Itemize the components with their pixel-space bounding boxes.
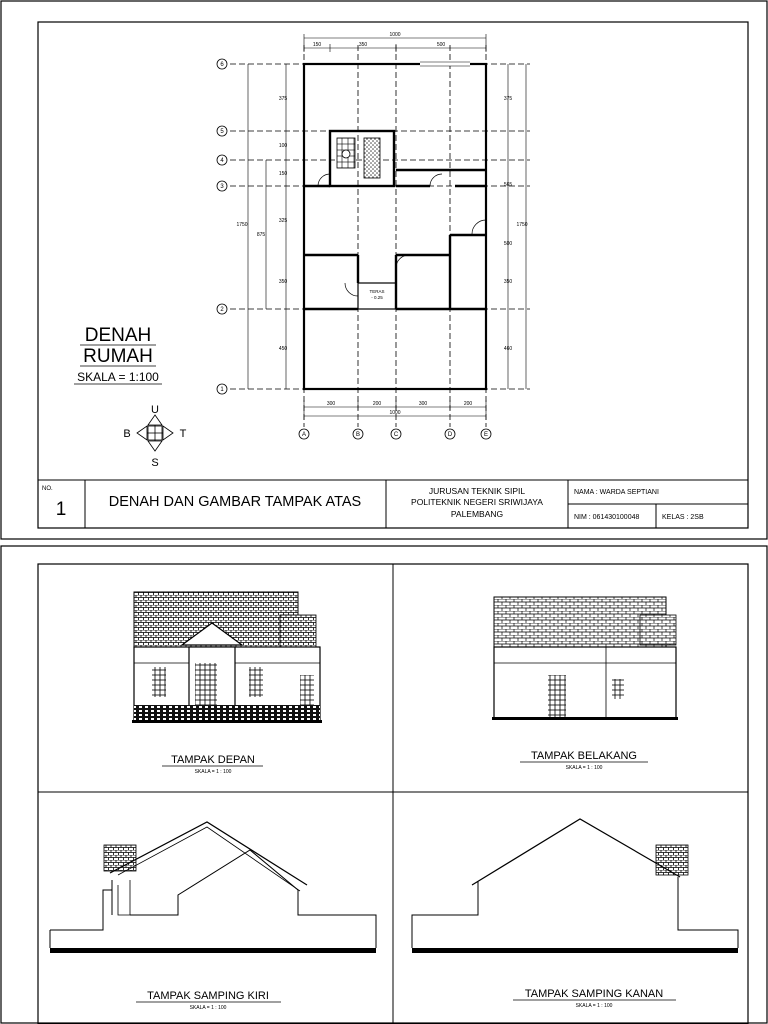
view-title-right: TAMPAK SAMPING KANAN	[524, 988, 664, 1000]
dim-left-seg-2: 100	[278, 143, 288, 149]
dim-bottom-seg-4: 200	[463, 401, 473, 407]
plan-title-line2: RUMAH	[83, 346, 153, 367]
dim-bottom-seg-1: 300	[326, 401, 336, 407]
dim-right-seg-3: 350	[503, 279, 513, 285]
grid-col-label: C	[393, 432, 399, 438]
sheet-outer-border	[1, 1, 767, 539]
title-block-dept-2: POLITEKNIK NEGERI SRIWIJAYA	[411, 497, 543, 507]
grid-row-label: 5	[220, 129, 224, 135]
dim-right-seg-2: 565	[503, 182, 513, 188]
dim-left-seg-3: 150	[278, 171, 288, 177]
left-side-elevation	[50, 822, 376, 953]
compass-north: U	[151, 404, 159, 416]
elevations-sheet	[0, 545, 768, 1024]
title-block-dept-3: PALEMBANG	[450, 509, 504, 519]
title-block-title: DENAH DAN GAMBAR TAMPAK ATAS	[108, 494, 362, 510]
grid-col-label: A	[301, 432, 307, 438]
dim-bottom-seg-2: 200	[372, 401, 382, 407]
title-block-dept-1: JURUSAN TEKNIK SIPIL	[428, 486, 526, 496]
dim-left-seg-1: 375	[278, 96, 288, 102]
left-dimension-lines	[248, 64, 286, 389]
grid-row-label: 3	[220, 184, 224, 190]
title-block-no-label: NO.	[42, 486, 53, 492]
title-block-kelas: KELAS : 2SB	[662, 514, 704, 521]
grid-row-markers	[217, 59, 227, 394]
dim-bottom-seg-3: 300	[418, 401, 428, 407]
view-scale-front: SKALA = 1 : 100	[194, 769, 232, 775]
building-walls	[304, 62, 486, 389]
view-title-front: TAMPAK DEPAN	[171, 754, 255, 766]
elevations-drawing	[0, 545, 768, 1024]
dim-top-seg-1: 150	[312, 42, 322, 48]
room-label-teras: TERAS	[369, 289, 385, 294]
right-side-elevation	[412, 819, 738, 953]
view-scale-right: SKALA = 1 : 100	[575, 1003, 613, 1009]
title-block-no-value: 1	[55, 499, 67, 520]
dim-top-total: 1000	[389, 32, 401, 38]
dim-left-seg-5: 350	[278, 279, 288, 285]
front-elevation	[132, 592, 322, 723]
plan-title-line1: DENAH	[84, 325, 152, 346]
grid-row-label: 1	[220, 387, 224, 393]
view-scale-left: SKALA = 1 : 100	[189, 1005, 227, 1011]
compass-icon	[137, 415, 173, 451]
compass-east: T	[179, 428, 187, 440]
sheet-inner-border	[38, 22, 748, 528]
dim-right-total: 1750	[516, 222, 528, 228]
grid-row-label: 2	[220, 307, 224, 313]
view-title-left: TAMPAK SAMPING KIRI	[147, 990, 269, 1002]
dim-right-seg-1: 375	[503, 96, 513, 102]
dim-bottom-total: 1000	[389, 410, 401, 416]
room-level-teras: - 0.25	[371, 295, 383, 300]
dim-left-total: 1750	[236, 222, 248, 228]
rear-elevation	[492, 597, 678, 720]
dim-right-seg-4: 460	[503, 346, 513, 352]
grid-col-label: B	[355, 432, 361, 438]
grid-row-label: 6	[220, 62, 224, 68]
view-scale-rear: SKALA = 1 : 100	[565, 765, 603, 771]
dim-right-extra: 500	[503, 241, 513, 247]
grid-row-label: 4	[220, 158, 224, 164]
dim-top-seg-2: 350	[358, 42, 368, 48]
dim-left-seg-4: 325	[278, 218, 288, 224]
plan-scale: SKALA = 1:100	[77, 370, 159, 384]
view-title-rear: TAMPAK BELAKANG	[531, 750, 637, 762]
title-block-name: NAMA : WARDA SEPTIANI	[574, 489, 659, 496]
title-block-nim: NIM : 061430100048	[574, 514, 640, 521]
dim-left-seg-6: 450	[278, 346, 288, 352]
dim-left-inner: 875	[256, 232, 266, 238]
grid-col-label: D	[447, 432, 453, 438]
compass-south: S	[151, 457, 159, 469]
grid-col-label: E	[483, 432, 489, 438]
compass-west: B	[123, 428, 131, 440]
dim-top-seg-3: 500	[436, 42, 446, 48]
